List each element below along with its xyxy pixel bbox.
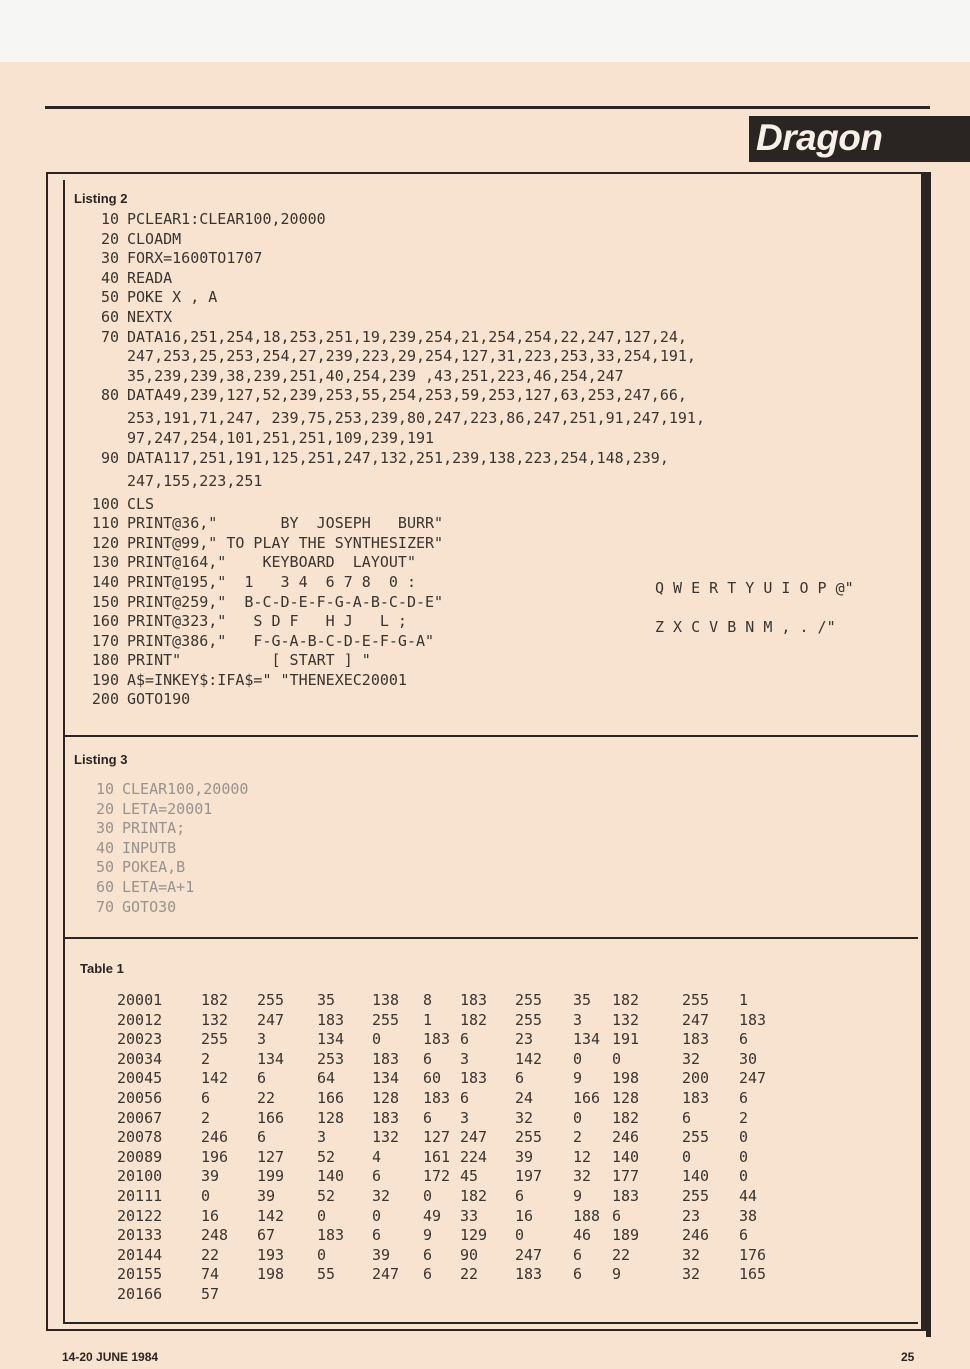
value-cell: 255 xyxy=(515,1010,543,1029)
value-cell: 183 xyxy=(372,1049,400,1068)
value-cell: 255 xyxy=(257,991,285,1009)
table-1-panel xyxy=(63,937,918,1324)
line-number: 30 xyxy=(100,249,119,268)
value-cell: 3 xyxy=(573,1010,583,1029)
value-cell: 0 xyxy=(201,1187,211,1205)
value-cell: 32 xyxy=(682,1245,701,1264)
code-line xyxy=(85,593,705,613)
value-cell: 22 xyxy=(460,1265,479,1284)
line-text: CLEAR100,20000 xyxy=(122,780,249,798)
code-line xyxy=(80,878,248,898)
address-cell: 20133 xyxy=(117,1226,163,1245)
value-cell: 132 xyxy=(612,1010,640,1029)
value-cell: 39 xyxy=(515,1147,534,1166)
value-cell: 166 xyxy=(257,1108,285,1127)
code-line xyxy=(85,671,705,691)
value-cell: 32 xyxy=(573,1167,592,1186)
address-cell: 20111 xyxy=(117,1187,163,1205)
value-cell: 39 xyxy=(372,1245,391,1264)
value-cell: 247 xyxy=(739,1069,767,1088)
value-cell: 224 xyxy=(460,1147,488,1166)
line-number: 60 xyxy=(95,877,114,896)
value-cell: 12 xyxy=(573,1147,592,1166)
value-cell: 128 xyxy=(372,1089,400,1107)
value-cell: 32 xyxy=(372,1187,391,1205)
value-cell: 138 xyxy=(372,991,400,1009)
value-cell: 183 xyxy=(739,1010,767,1029)
address-cell: 20122 xyxy=(117,1206,163,1225)
value-cell: 183 xyxy=(682,1030,710,1049)
value-cell: 142 xyxy=(515,1049,543,1068)
value-cell: 22 xyxy=(257,1089,276,1107)
value-cell: 32 xyxy=(682,1265,701,1284)
line-continuation: 35,239,239,38,239,251,40,254,239 ,43,251,223,46,254,247 xyxy=(127,366,624,385)
value-cell: 6 xyxy=(423,1049,433,1068)
value-cell: 140 xyxy=(612,1147,640,1166)
value-cell: 30 xyxy=(739,1049,758,1068)
code-line xyxy=(85,449,705,472)
keyboard-bottom-row: Z X C V B N M , . /" xyxy=(655,618,836,636)
value-cell: 183 xyxy=(515,1265,543,1284)
code-line xyxy=(80,898,248,918)
value-cell: 255 xyxy=(682,1128,710,1147)
value-cell: 172 xyxy=(423,1167,451,1186)
table-1-heading: Table 1 xyxy=(80,961,124,976)
value-cell: 134 xyxy=(372,1069,400,1088)
value-cell: 247 xyxy=(682,1010,710,1029)
value-cell: 6 xyxy=(257,1069,267,1088)
line-text: CLS xyxy=(127,494,155,513)
line-continuation: 97,247,254,101,251,251,109,239,191 xyxy=(127,428,435,447)
value-cell: 182 xyxy=(460,1187,488,1205)
value-cell: 44 xyxy=(739,1187,758,1205)
value-cell: 253 xyxy=(317,1049,345,1068)
line-number: 120 xyxy=(91,533,119,552)
value-cell: 8 xyxy=(423,991,433,1009)
value-cell: 246 xyxy=(201,1128,229,1147)
line-continuation: 247,155,223,251 xyxy=(127,471,263,490)
value-cell: 199 xyxy=(257,1167,285,1186)
line-text: PRINT@36," BY JOSEPH BURR" xyxy=(127,514,444,533)
value-cell: 1 xyxy=(423,1010,433,1029)
line-number: 110 xyxy=(91,514,119,533)
value-cell: 183 xyxy=(423,1089,451,1107)
value-cell: 197 xyxy=(515,1167,543,1186)
value-cell: 4 xyxy=(372,1147,382,1166)
line-number: 70 xyxy=(95,897,114,916)
value-cell: 2 xyxy=(573,1128,583,1147)
address-cell: 20144 xyxy=(117,1245,163,1264)
value-cell: 128 xyxy=(317,1108,345,1127)
code-line xyxy=(85,367,705,387)
value-cell: 22 xyxy=(201,1245,220,1264)
address-cell: 20012 xyxy=(117,1010,163,1029)
value-cell: 247 xyxy=(460,1128,488,1147)
value-cell: 6 xyxy=(573,1265,583,1284)
value-cell: 0 xyxy=(515,1226,525,1245)
line-text: FORX=1600TO1707 xyxy=(127,249,263,268)
value-cell: 188 xyxy=(573,1206,601,1225)
line-text: PRINT@259," B-C-D-E-F-G-A-B-C-D-E" xyxy=(127,592,444,611)
listing-2-heading: Listing 2 xyxy=(74,191,128,206)
code-line xyxy=(85,690,705,710)
value-cell: 183 xyxy=(317,1010,345,1029)
value-cell: 6 xyxy=(515,1069,525,1088)
value-cell: 189 xyxy=(612,1226,640,1245)
value-cell: 128 xyxy=(612,1089,640,1107)
code-line xyxy=(85,230,705,250)
value-cell: 140 xyxy=(682,1167,710,1186)
value-cell: 16 xyxy=(515,1206,534,1225)
value-cell: 182 xyxy=(612,1108,640,1127)
value-cell: 90 xyxy=(460,1245,479,1264)
line-text: PRINT@323," S D F H J L ; xyxy=(127,612,407,631)
code-line xyxy=(85,210,705,230)
value-cell: 6 xyxy=(423,1108,433,1127)
value-cell: 6 xyxy=(515,1187,525,1205)
code-line xyxy=(85,269,705,289)
value-cell: 246 xyxy=(612,1128,640,1147)
value-cell: 6 xyxy=(257,1128,267,1147)
address-cell: 20023 xyxy=(117,1030,163,1049)
address-cell: 20034 xyxy=(117,1049,163,1068)
value-cell: 3 xyxy=(460,1049,470,1068)
code-line xyxy=(85,308,705,328)
address-cell: 20045 xyxy=(117,1069,163,1088)
value-cell: 0 xyxy=(739,1128,749,1147)
value-cell: 6 xyxy=(372,1226,382,1245)
value-cell: 255 xyxy=(201,1030,229,1049)
line-number: 80 xyxy=(100,386,119,405)
value-cell: 127 xyxy=(257,1147,285,1166)
line-text: DATA117,251,191,125,251,247,132,251,239,138,223,254,148,239, xyxy=(127,448,669,467)
line-number: 40 xyxy=(95,838,114,857)
line-number: 20 xyxy=(100,229,119,248)
value-cell: 6 xyxy=(739,1089,749,1107)
value-cell: 255 xyxy=(682,1187,710,1205)
value-cell: 1 xyxy=(739,991,749,1009)
line-text: GOTO190 xyxy=(127,690,191,709)
value-cell: 57 xyxy=(201,1285,220,1303)
line-number: 10 xyxy=(100,210,119,228)
value-cell: 6 xyxy=(423,1245,433,1264)
code-line xyxy=(85,328,705,348)
line-number: 70 xyxy=(100,327,119,346)
line-text: PRINT@99," TO PLAY THE SYNTHESIZER" xyxy=(127,533,444,552)
line-text: PRINT@195," 1 3 4 6 7 8 0 : xyxy=(127,572,416,591)
line-number: 20 xyxy=(95,799,114,818)
address-cell: 20078 xyxy=(117,1128,163,1147)
listing-3-heading: Listing 3 xyxy=(74,752,128,767)
line-number: 200 xyxy=(91,690,119,709)
value-cell: 9 xyxy=(612,1265,622,1284)
line-text: PCLEAR1:CLEAR100,20000 xyxy=(127,210,326,228)
value-cell: 6 xyxy=(739,1226,749,1245)
value-cell: 6 xyxy=(612,1206,622,1225)
value-cell: 182 xyxy=(460,1010,488,1029)
value-cell: 6 xyxy=(739,1030,749,1049)
value-cell: 38 xyxy=(739,1206,758,1225)
code-line xyxy=(85,249,705,269)
line-text: INPUTB xyxy=(122,838,177,857)
line-number: 40 xyxy=(100,268,119,287)
value-cell: 23 xyxy=(682,1206,701,1225)
value-cell: 35 xyxy=(317,991,336,1009)
code-line xyxy=(85,514,705,534)
page-number: 25 xyxy=(901,1350,915,1364)
code-line xyxy=(85,429,705,449)
value-cell: 183 xyxy=(682,1089,710,1107)
line-number: 150 xyxy=(91,592,119,611)
value-cell: 6 xyxy=(573,1245,583,1264)
value-cell: 23 xyxy=(515,1030,534,1049)
value-cell: 127 xyxy=(423,1128,451,1147)
value-cell: 0 xyxy=(372,1030,382,1049)
line-number: 100 xyxy=(91,494,119,513)
value-cell: 6 xyxy=(460,1030,470,1049)
line-number: 90 xyxy=(100,448,119,467)
value-cell: 3 xyxy=(257,1030,267,1049)
value-cell: 0 xyxy=(317,1206,327,1225)
value-cell: 3 xyxy=(317,1128,327,1147)
value-cell: 16 xyxy=(201,1206,220,1225)
value-cell: 183 xyxy=(372,1108,400,1127)
value-cell: 183 xyxy=(460,1069,488,1088)
value-cell: 67 xyxy=(257,1226,276,1245)
value-cell: 247 xyxy=(257,1010,285,1029)
value-cell: 6 xyxy=(682,1108,692,1127)
value-cell: 255 xyxy=(372,1010,400,1029)
value-cell: 142 xyxy=(201,1069,229,1088)
value-cell: 198 xyxy=(257,1265,285,1284)
listing-2-code xyxy=(85,210,705,710)
line-number: 130 xyxy=(91,553,119,572)
value-cell: 198 xyxy=(612,1069,640,1088)
line-text: NEXTX xyxy=(127,307,173,326)
value-cell: 255 xyxy=(682,991,710,1009)
code-line xyxy=(85,553,705,573)
code-line xyxy=(85,409,705,429)
address-cell: 20089 xyxy=(117,1147,163,1166)
issue-date: 14-20 JUNE 1984 xyxy=(62,1350,159,1364)
value-cell: 246 xyxy=(682,1226,710,1245)
value-cell: 255 xyxy=(515,991,543,1009)
value-cell: 0 xyxy=(739,1167,749,1186)
value-cell: 52 xyxy=(317,1187,336,1205)
code-line xyxy=(80,780,248,800)
code-line xyxy=(85,612,705,632)
frame-shadow-bar xyxy=(926,172,931,1337)
address-cell: 20001 xyxy=(117,991,163,1009)
line-text: DATA49,239,127,52,239,253,55,254,253,59,253,127,63,253,247,66, xyxy=(127,386,687,405)
value-cell: 0 xyxy=(682,1147,692,1166)
value-cell: 132 xyxy=(372,1128,400,1147)
value-cell: 35 xyxy=(573,991,592,1009)
address-cell: 20100 xyxy=(117,1167,163,1186)
code-line xyxy=(85,573,705,593)
value-cell: 2 xyxy=(201,1108,211,1127)
line-text: PRINTA; xyxy=(122,819,186,838)
value-cell: 0 xyxy=(372,1206,382,1225)
section-title: Dragon xyxy=(756,117,883,158)
value-cell: 247 xyxy=(515,1245,543,1264)
value-cell: 193 xyxy=(257,1245,285,1264)
line-number: 60 xyxy=(100,307,119,326)
address-cell: 20155 xyxy=(117,1265,163,1284)
value-cell: 183 xyxy=(612,1187,640,1205)
value-cell: 49 xyxy=(423,1206,442,1225)
value-cell: 24 xyxy=(515,1089,534,1107)
value-cell: 52 xyxy=(317,1147,336,1166)
code-line xyxy=(85,495,705,515)
value-cell: 132 xyxy=(201,1010,229,1029)
value-cell: 176 xyxy=(739,1245,767,1264)
listing-3-code xyxy=(80,780,248,917)
value-cell: 177 xyxy=(612,1167,640,1186)
value-cell: 74 xyxy=(201,1265,220,1284)
value-cell: 0 xyxy=(739,1147,749,1166)
line-text: GOTO30 xyxy=(122,897,177,916)
code-line xyxy=(80,819,248,839)
line-text: CLOADM xyxy=(127,229,182,248)
value-cell: 39 xyxy=(201,1167,220,1186)
value-cell: 6 xyxy=(423,1265,433,1284)
value-cell: 9 xyxy=(573,1069,583,1088)
code-line xyxy=(85,288,705,308)
address-cell: 20166 xyxy=(117,1285,163,1303)
value-cell: 0 xyxy=(573,1049,583,1068)
address-cell: 20067 xyxy=(117,1108,163,1127)
value-cell: 183 xyxy=(423,1030,451,1049)
value-cell: 191 xyxy=(612,1030,640,1049)
value-cell: 161 xyxy=(423,1147,451,1166)
code-line xyxy=(85,347,705,367)
value-cell: 0 xyxy=(573,1108,583,1127)
line-text: PRINT" [ START ] " xyxy=(127,651,371,670)
value-cell: 32 xyxy=(515,1108,534,1127)
value-cell: 142 xyxy=(257,1206,285,1225)
value-cell: 46 xyxy=(573,1226,592,1245)
value-cell: 129 xyxy=(460,1226,488,1245)
value-cell: 3 xyxy=(460,1108,470,1127)
line-number: 140 xyxy=(91,572,119,591)
value-cell: 166 xyxy=(317,1089,345,1107)
value-cell: 255 xyxy=(515,1128,543,1147)
address-cell: 20056 xyxy=(117,1089,163,1107)
line-number: 50 xyxy=(100,288,119,307)
value-cell: 196 xyxy=(201,1147,229,1166)
line-text: READA xyxy=(127,268,173,287)
value-cell: 6 xyxy=(460,1089,470,1107)
line-continuation: 253,191,71,247, 239,75,253,239,80,247,223,86,247,251,91,247,191, xyxy=(127,409,705,428)
value-cell: 183 xyxy=(317,1226,345,1245)
line-number: 190 xyxy=(91,670,119,689)
code-line xyxy=(85,651,705,671)
value-cell: 134 xyxy=(257,1049,285,1068)
value-cell: 33 xyxy=(460,1206,479,1225)
value-cell: 39 xyxy=(257,1187,276,1205)
code-line xyxy=(85,534,705,554)
code-line xyxy=(80,858,248,878)
line-continuation: 247,253,25,253,254,27,239,223,29,254,127,31,223,253,33,254,191, xyxy=(127,347,696,366)
line-text: LETA=20001 xyxy=(122,799,213,818)
code-line xyxy=(85,472,705,495)
value-cell: 166 xyxy=(573,1089,601,1107)
line-text: DATA16,251,254,18,253,251,19,239,254,21,254,254,22,247,127,24, xyxy=(127,327,687,346)
code-line xyxy=(85,386,705,409)
value-cell: 9 xyxy=(573,1187,583,1205)
value-cell: 134 xyxy=(573,1030,601,1049)
line-number: 30 xyxy=(95,819,114,838)
line-text: PRINT@164," KEYBOARD LAYOUT" xyxy=(127,553,416,572)
value-cell: 165 xyxy=(739,1265,767,1284)
value-cell: 0 xyxy=(317,1245,327,1264)
value-cell: 183 xyxy=(460,991,488,1009)
code-line xyxy=(80,800,248,820)
value-cell: 22 xyxy=(612,1245,631,1264)
value-cell: 2 xyxy=(201,1049,211,1068)
value-cell: 200 xyxy=(682,1069,710,1088)
line-text: PRINT@386," F-G-A-B-C-D-E-F-G-A" xyxy=(127,631,435,650)
line-number: 50 xyxy=(95,858,114,877)
value-cell: 248 xyxy=(201,1226,229,1245)
value-cell: 140 xyxy=(317,1167,345,1186)
value-cell: 182 xyxy=(612,991,640,1009)
line-number: 160 xyxy=(91,612,119,631)
value-cell: 6 xyxy=(201,1089,211,1107)
value-cell: 32 xyxy=(682,1049,701,1068)
value-cell: 55 xyxy=(317,1265,336,1284)
line-number: 180 xyxy=(91,651,119,670)
value-cell: 9 xyxy=(423,1226,433,1245)
code-line xyxy=(80,839,248,859)
line-number: 10 xyxy=(95,780,114,798)
line-text: POKEA,B xyxy=(122,858,186,877)
value-cell: 134 xyxy=(317,1030,345,1049)
value-cell: 182 xyxy=(201,991,229,1009)
code-line xyxy=(85,632,705,652)
value-cell: 247 xyxy=(372,1265,400,1284)
top-rule xyxy=(45,106,930,109)
value-cell: 60 xyxy=(423,1069,442,1088)
value-cell: 45 xyxy=(460,1167,479,1186)
value-cell: 64 xyxy=(317,1069,336,1088)
line-text: A$=INKEY$:IFA$=" "THENEXEC20001 xyxy=(127,670,407,689)
value-cell: 0 xyxy=(612,1049,622,1068)
line-number: 170 xyxy=(91,631,119,650)
line-text: POKE X , A xyxy=(127,288,218,307)
value-cell: 0 xyxy=(423,1187,433,1205)
value-cell: 6 xyxy=(372,1167,382,1186)
line-text: LETA=A+1 xyxy=(122,877,195,896)
keyboard-top-row: Q W E R T Y U I O P @" xyxy=(655,579,854,597)
value-cell: 2 xyxy=(739,1108,749,1127)
